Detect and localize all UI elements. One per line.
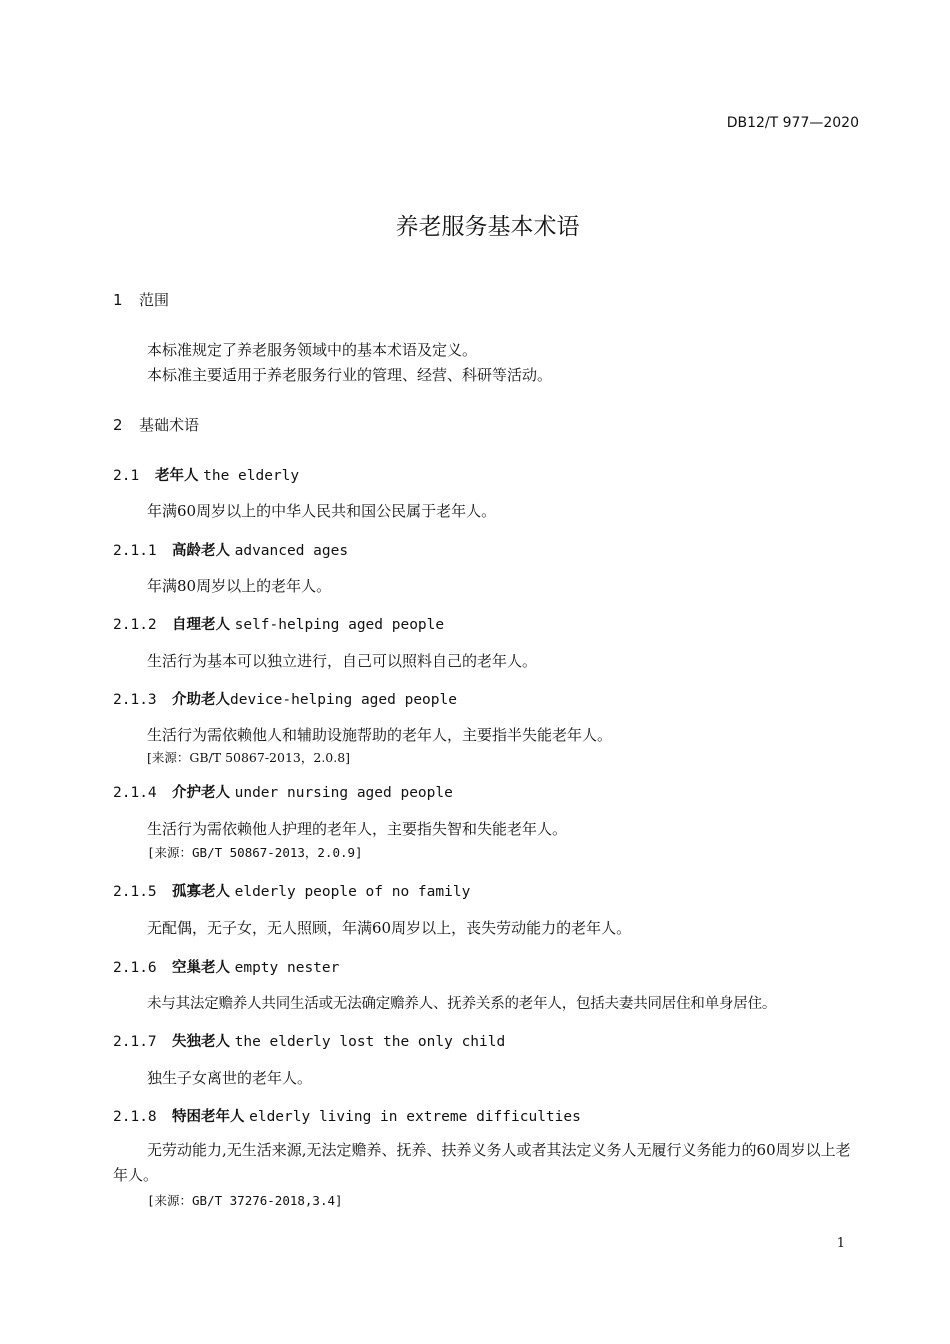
scope-paragraph: 本标准规定了养老服务领域中的基本术语及定义。 — [147, 341, 478, 359]
section-2-heading — [113, 414, 199, 435]
term-chinese: 自理老人 — [172, 617, 230, 633]
term-chinese: 孤寡老人 — [172, 884, 230, 900]
term-heading — [113, 688, 457, 709]
term-english: empty nester — [234, 960, 340, 976]
section-number: 1 — [113, 291, 123, 309]
term-number: 2.1.3 — [113, 692, 157, 708]
term-english: the elderly lost the only child — [234, 1034, 506, 1050]
term-heading — [113, 880, 470, 901]
term-heading — [113, 781, 453, 802]
scope-paragraph: 本标准主要适用于养老服务行业的管理、经营、科研等活动。 — [147, 366, 553, 384]
standard-number: DB12/T 977—2020 — [726, 115, 859, 131]
term-number: 2.1.7 — [113, 1034, 157, 1050]
term-heading — [113, 539, 348, 560]
term-definition: 无配偶，无子女，无人照顾，年满60周岁以上，丧失劳动能力的老年人。 — [147, 919, 632, 937]
term-number: 2.1 — [113, 468, 140, 484]
term-number: 2.1.5 — [113, 884, 157, 900]
term-chinese: 失独老人 — [172, 1034, 230, 1050]
term-heading — [113, 1105, 581, 1126]
section-1-heading — [113, 289, 169, 310]
section-title: 基础术语 — [139, 416, 200, 434]
term-heading — [113, 464, 299, 485]
term-chinese: 介护老人 — [172, 785, 230, 801]
term-definition: 未与其法定赡养人共同生活或无法确定赡养人、抚养关系的老年人，包括夫妻共同居住和单身居住。 — [147, 996, 777, 1012]
term-number: 2.1.2 — [113, 617, 157, 633]
term-heading — [113, 1030, 505, 1051]
term-chinese: 高龄老人 — [172, 543, 230, 559]
term-source: [来源：GB/T 50867-2013，2.0.8] — [147, 750, 351, 765]
term-definition: 独生子女离世的老年人。 — [147, 1069, 313, 1087]
page-number: 1 — [836, 1236, 845, 1251]
section-title: 范围 — [139, 291, 170, 309]
term-definition: 生活行为基本可以独立进行，自己可以照料自己的老年人。 — [147, 652, 538, 670]
term-definition: 生活行为需依赖他人护理的老年人，主要指失智和失能老年人。 — [147, 820, 568, 838]
term-definition: 生活行为需依赖他人和辅助设施帮助的老年人，主要指半失能老年人。 — [147, 726, 613, 744]
term-chinese: 空巢老人 — [172, 960, 230, 976]
term-chinese: 老年人 — [155, 468, 199, 484]
term-chinese: 介助老人 — [172, 692, 230, 708]
term-english: self-helping aged people — [234, 617, 445, 633]
term-chinese: 特困老年人 — [172, 1109, 245, 1125]
term-english: under nursing aged people — [234, 785, 453, 801]
term-number: 2.1.1 — [113, 543, 157, 559]
term-heading — [113, 613, 444, 634]
term-english: advanced ages — [234, 543, 349, 559]
term-heading — [113, 956, 339, 977]
term-source: [来源：GB/T 37276-2018,3.4] — [147, 1193, 343, 1208]
term-number: 2.1.6 — [113, 960, 157, 976]
term-definition: 年满80周岁以上的老年人。 — [147, 577, 332, 595]
term-definition: 无劳动能力,无生活来源,无法定赡养、抚养、扶养义务人或者其法定义务人无履行义务能力的60周岁以上老年人。 — [113, 1141, 851, 1184]
term-number: 2.1.8 — [113, 1109, 157, 1125]
term-definition: 年满60周岁以上的中华人民共和国公民属于老年人。 — [147, 502, 497, 520]
term-source: [来源：GB/T 50867-2013，2.0.9] — [147, 845, 363, 860]
section-number: 2 — [113, 416, 123, 434]
term-number: 2.1.4 — [113, 785, 157, 801]
document-title: 养老服务基本术语 — [395, 214, 580, 240]
term-english: device-helping aged people — [230, 692, 457, 708]
term-english: elderly people of no family — [234, 884, 471, 900]
term-english: elderly living in extreme difficulties — [249, 1109, 581, 1125]
term-english: the elderly — [203, 468, 300, 484]
